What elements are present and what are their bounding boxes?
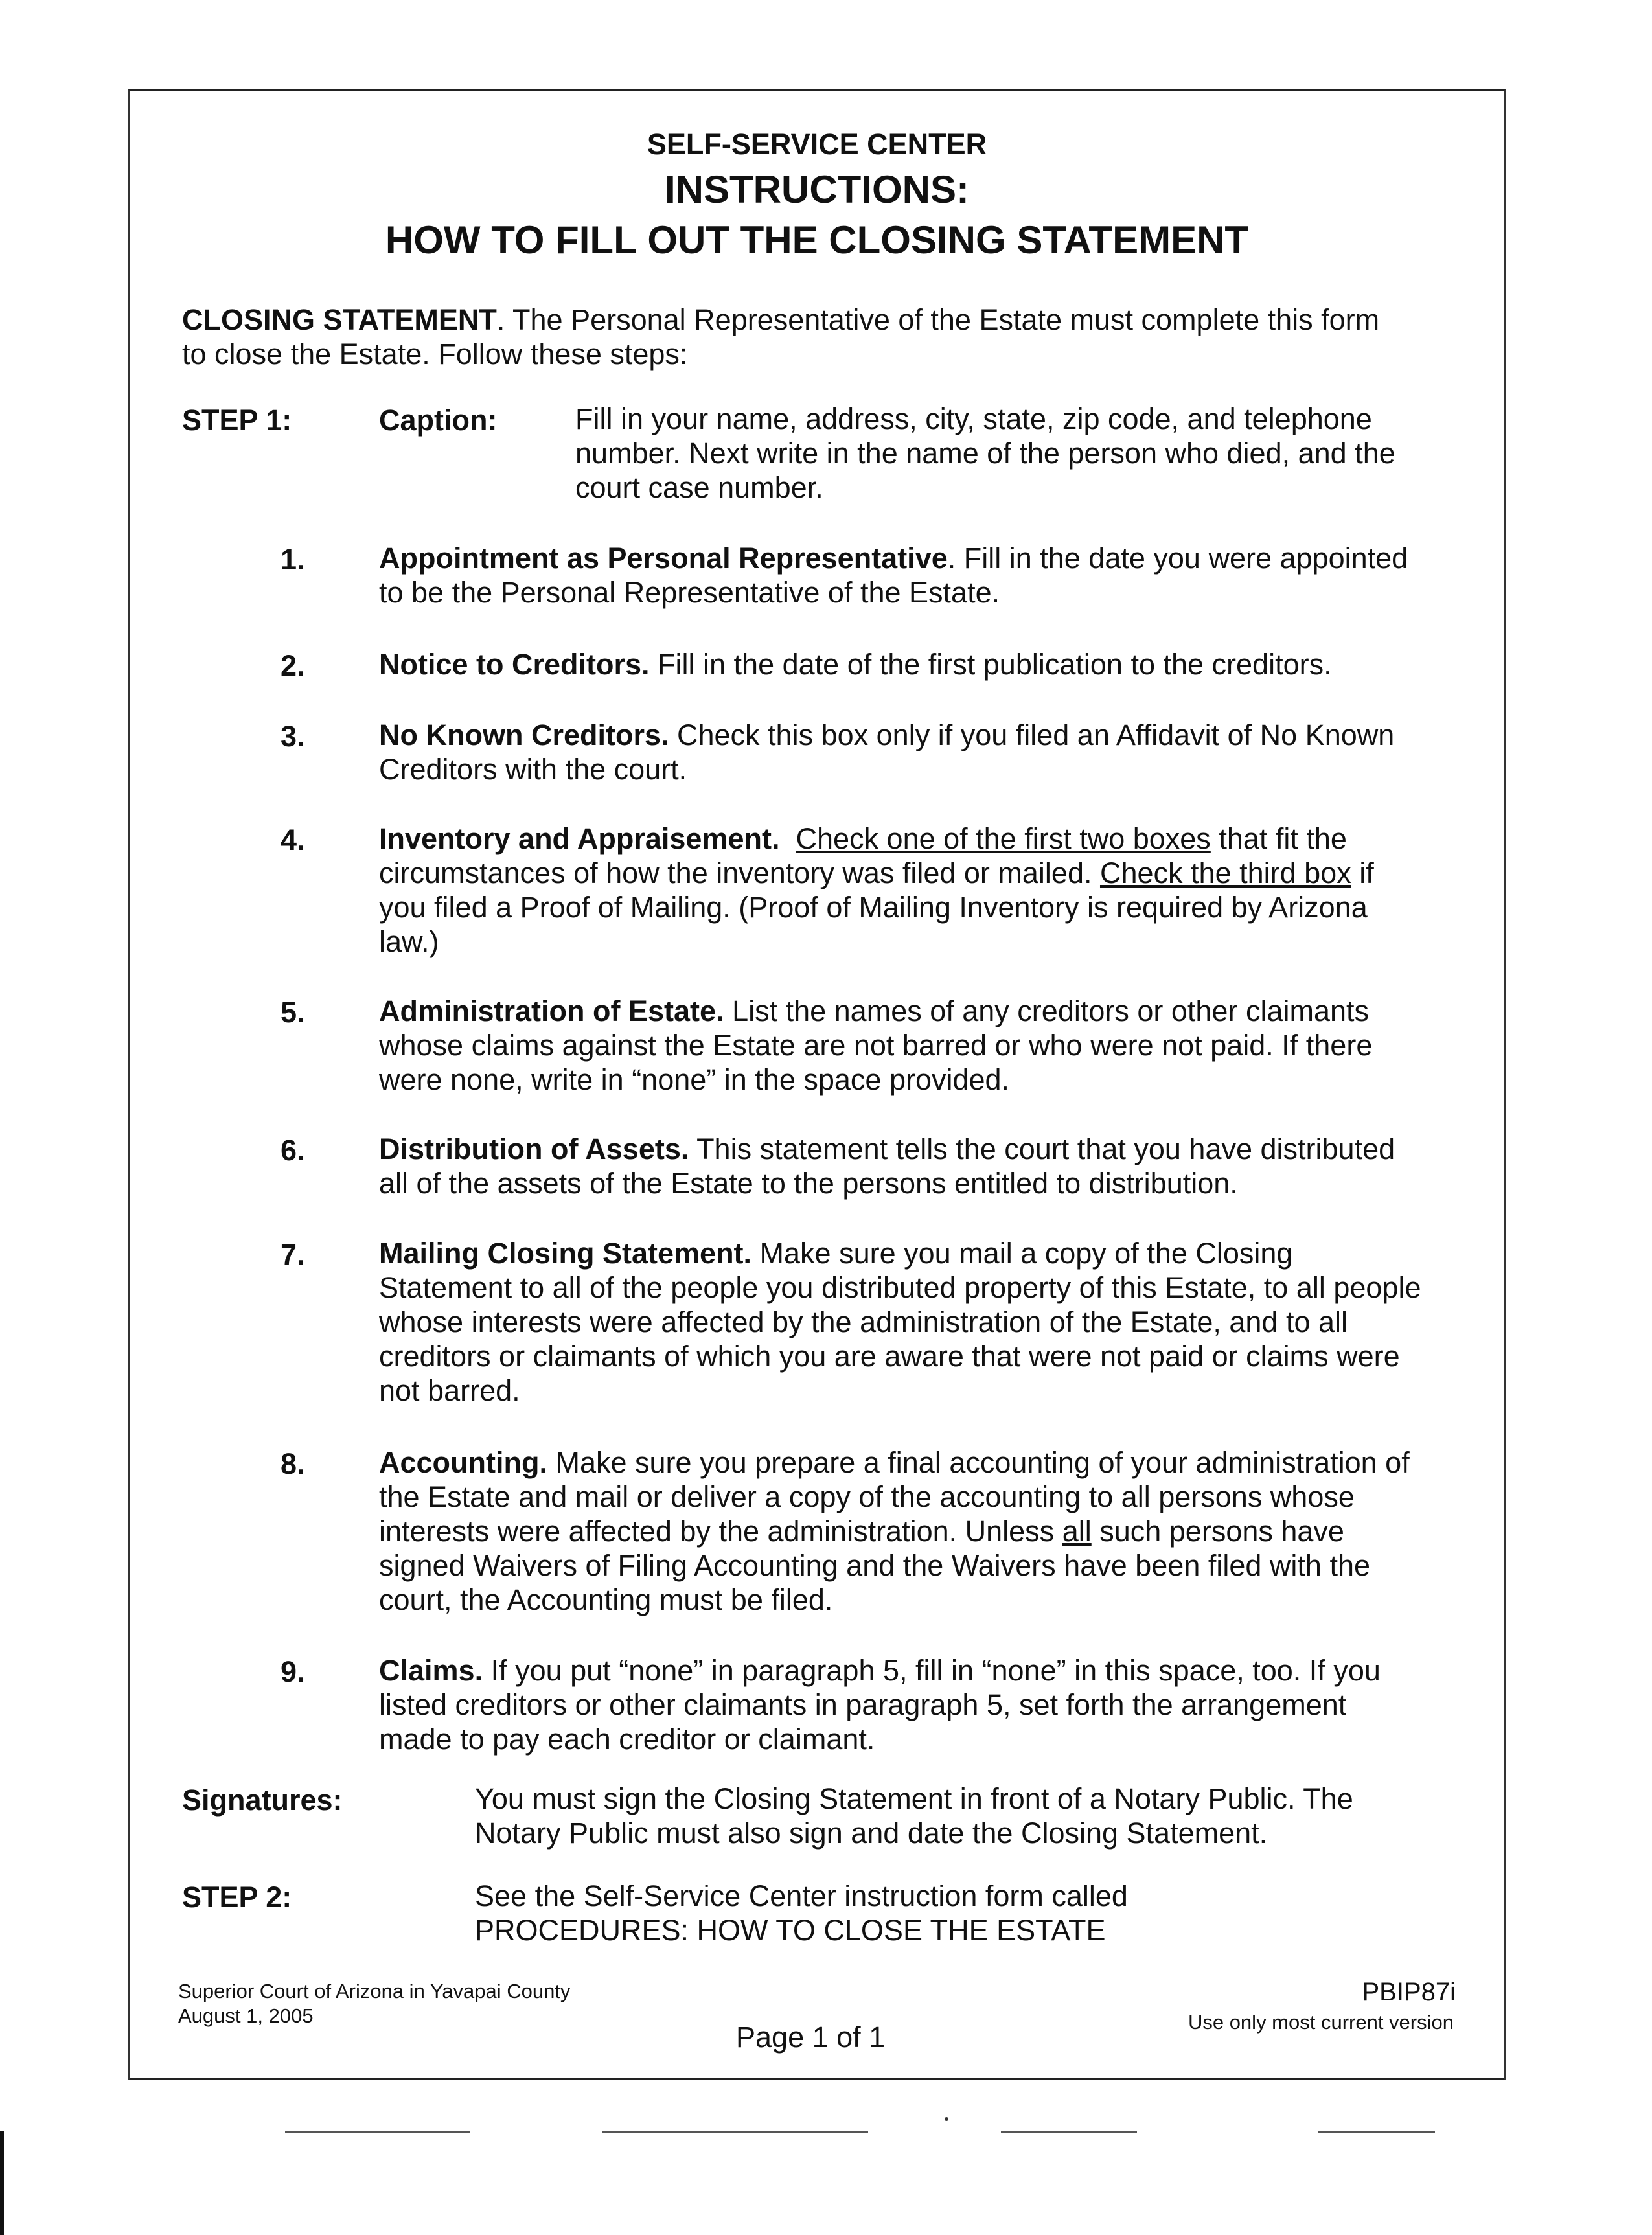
item-text: interests were affected by the administration. Unless [379,1515,1062,1548]
item-number: 2. [281,649,305,682]
item-text: were none, write in “none” in the space provided. [379,1063,1010,1096]
item-text: Creditors with the court. [379,753,687,786]
item-heading: No Known Creditors. [379,718,669,751]
item-text: Make sure you prepare a final accounting of your administration of [547,1446,1410,1479]
item-heading: Inventory and Appraisement. [379,822,780,855]
step1-label: STEP 1: [182,404,292,437]
item-heading: Notice to Creditors. [379,648,650,681]
item-text: if [1351,856,1374,889]
step2-text [475,1879,1486,1947]
caption-text [575,402,1482,505]
step2-label: STEP 2: [182,1881,292,1914]
item-text: the Estate and mail or deliver a copy of the accounting to all persons whose [379,1480,1355,1513]
signatures-text [475,1782,1486,1850]
underlined-instruction: Check one of the first two boxes [796,822,1211,855]
intro-paragraph [182,303,1465,371]
step2-line: PROCEDURES: HOW TO CLOSE THE ESTATE [475,1914,1106,1947]
item-number: 9. [281,1655,305,1688]
footer-left [178,1979,570,2028]
page-subtitle: HOW TO FILL OUT THE CLOSING STATEMENT [385,218,1249,262]
item-text: whose claims against the Estate are not barred or who were not paid. If there [379,1029,1373,1062]
footer-page-number: Page 1 of 1 [736,2021,886,2054]
item-text: signed Waivers of Filing Accounting and the Waivers have been filed with the [379,1549,1370,1582]
scan-artifact-line [1318,2131,1435,2133]
signatures-line: You must sign the Closing Statement in front of a Notary Public. The [475,1782,1353,1815]
item-no-known-creditors [379,718,1480,786]
scan-artifact-line [602,2131,868,2133]
scan-artifact-edge [0,2131,4,2235]
footer-note: Use only most current version [1187,2011,1454,2034]
item-number: 4. [281,823,305,856]
item-text: This statement tells the court that you have distributed [689,1132,1395,1165]
caption-line: number. Next write in the name of the person who died, and the [575,437,1395,470]
signatures-line: Notary Public must also sign and date the Closing Statement. [475,1817,1268,1850]
scan-artifact-line [1001,2131,1137,2133]
footer-date: August 1, 2005 [178,2004,314,2027]
item-number: 7. [281,1238,305,1271]
item-number: 3. [281,720,305,753]
item-heading: Appointment as Personal Representative [379,542,948,575]
item-heading: Mailing Closing Statement. [379,1237,752,1270]
item-text: Fill in the date of the first publication to the creditors. [649,648,1332,681]
item-heading: Administration of Estate. [379,994,724,1027]
item-text: List the names of any creditors or other claimants [724,994,1370,1027]
item-text: Statement to all of the people you distributed property of this Estate, to all people [379,1271,1421,1304]
item-text: Check this box only if you filed an Affidavit of No Known [669,718,1395,751]
item-heading: Claims. [379,1654,483,1687]
caption-line: court case number. [575,471,823,504]
item-text: listed creditors or other claimants in paragraph 5, set forth the arrangement [379,1688,1347,1721]
item-claims [379,1653,1493,1756]
step2-line: See the Self-Service Center instruction form called [475,1879,1128,1912]
item-text: that fit the [1210,822,1347,855]
item-number: 6. [281,1134,305,1167]
item-number: 1. [281,543,305,576]
footer-court: Superior Court of Arizona in Yavapai County [178,1980,571,2002]
item-number: 5. [281,996,305,1029]
item-number: 8. [281,1447,305,1480]
item-notice-to-creditors [379,647,1480,682]
item-heading: Distribution of Assets. [379,1132,689,1165]
item-mailing [379,1236,1493,1408]
signatures-label: Signatures: [182,1783,343,1817]
item-heading: Accounting. [379,1446,547,1479]
item-appointment [379,541,1480,610]
item-text: court, the Accounting must be filed. [379,1583,833,1616]
item-text: circumstances of how the inventory was filed or mailed. [379,856,1100,889]
item-administration [379,994,1493,1097]
item-text: . Fill in the date you were appointed [947,542,1408,575]
page-title: INSTRUCTIONS: [665,168,969,211]
scan-artifact-line [285,2131,470,2133]
item-text: made to pay each creditor or claimant. [379,1723,875,1756]
item-text: If you put “none” in paragraph 5, fill in “none” in this space, too. If you [483,1654,1381,1687]
item-text: creditors or claimants of which you are aware that were not paid or claims were [379,1340,1400,1373]
underlined-instruction: Check the third box [1099,856,1351,889]
item-text: whose interests were affected by the administration of the Estate, and to all [379,1305,1348,1338]
item-accounting [379,1445,1493,1617]
item-distribution [379,1132,1493,1200]
item-text: to be the Personal Representative of the Estate. [379,576,1000,609]
scan-artifact-dot [945,2117,948,2121]
caption-line: Fill in your name, address, city, state, zip code, and telephone [575,402,1372,435]
item-text: all of the assets of the Estate to the persons entitled to distribution. [379,1167,1238,1200]
intro-line-1: . The Personal Representative of the Estate must complete this form [496,303,1380,336]
item-text: you filed a Proof of Mailing. (Proof of Mailing Inventory is required by Arizona [379,891,1368,924]
caption-label: Caption: [379,404,498,437]
underlined-word: all [1062,1515,1092,1548]
item-text: law.) [379,925,439,958]
item-text: not barred. [379,1374,520,1407]
item-text: Make sure you mail a copy of the Closing [751,1237,1293,1270]
intro-line-2: to close the Estate. Follow these steps: [182,338,688,371]
intro-lead: CLOSING STATEMENT [182,303,497,336]
header-center: SELF-SERVICE CENTER [647,128,987,161]
item-inventory [379,821,1493,959]
form-id: PBIP87i [1362,1978,1456,2006]
item-text: such persons have [1091,1515,1344,1548]
